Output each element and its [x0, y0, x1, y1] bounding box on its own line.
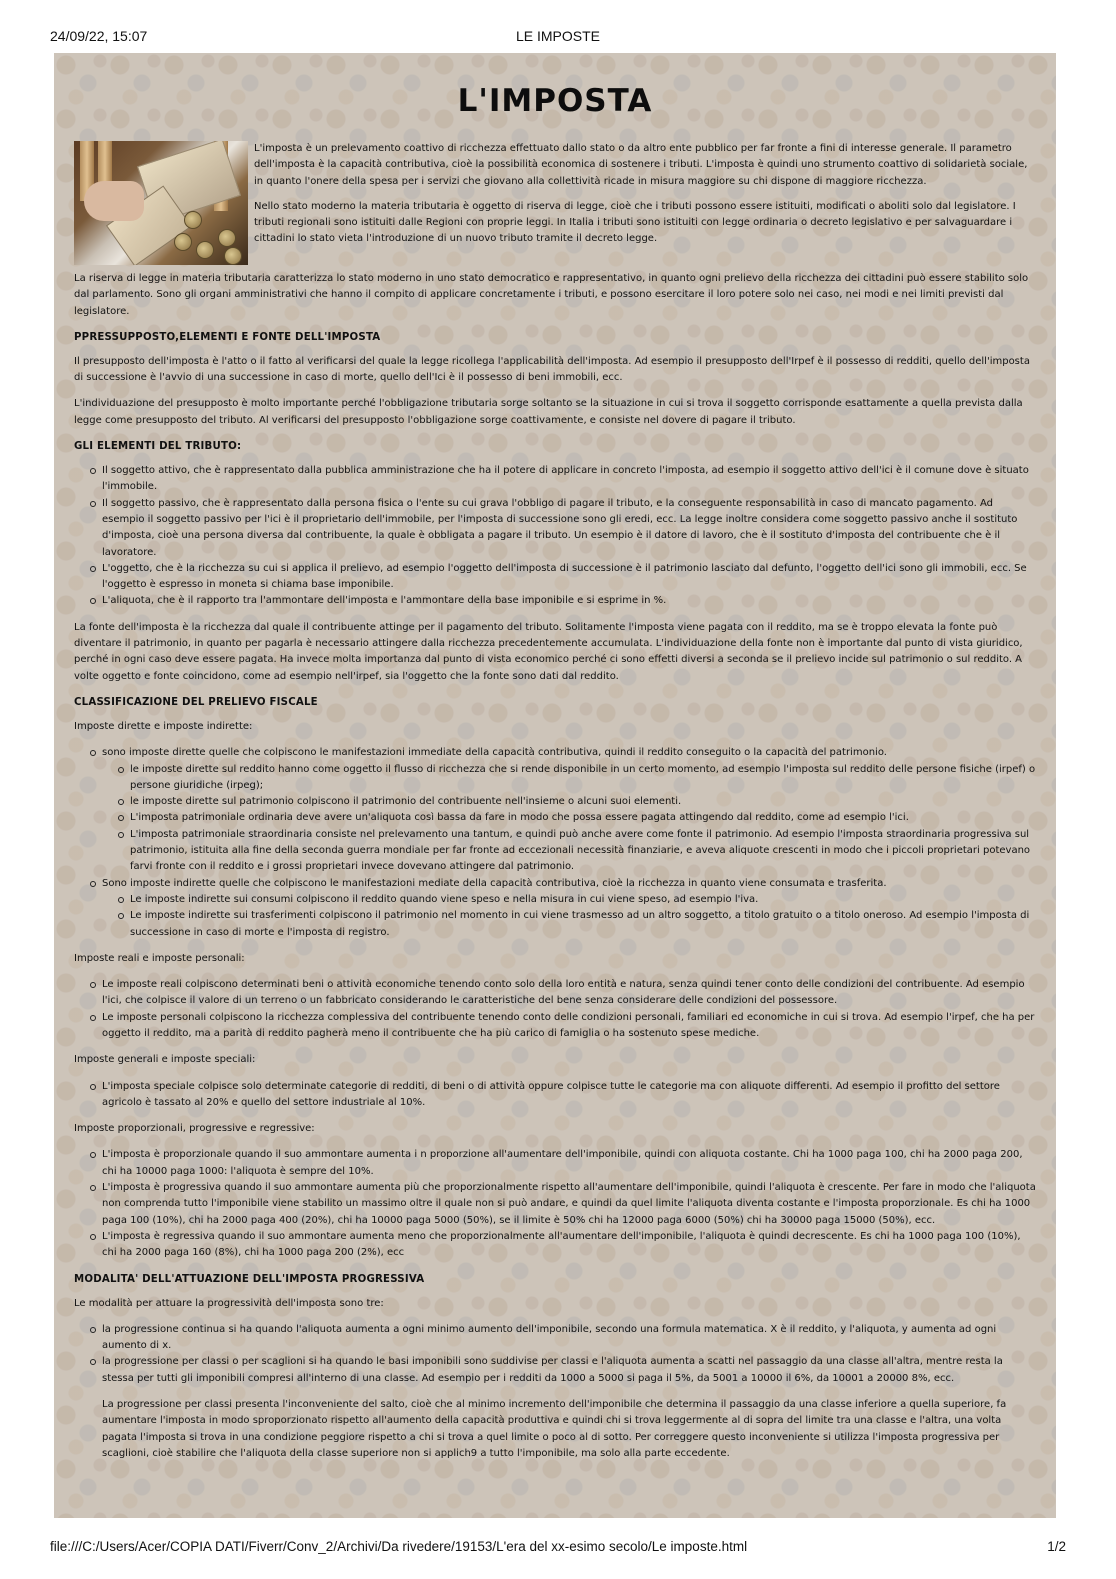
proporzionali-list	[84, 1147, 1036, 1261]
modalita-list	[84, 1322, 1036, 1387]
list-item: le imposte dirette sul patrimonio colpiscono il patrimonio del contribuente nell'insieme o alcuni suoi elementi.	[112, 794, 1036, 810]
list-item: L'imposta patrimoniale straordinaria consiste nel prelevamento una tantum, e quindi può anche avere come fonte il patrimonio. Ad esempio l'imposta straordinaria progressiva sul patrimonio, istituita alla fine della seconda guerra mondiale per far fronte ad eccezionali necessità finanziarie, e aveva aliquote crescenti in modo che i piccoli proprietari potevano farvi fronte con il reddito e i grossi proprietari invece dovevano attingere dal patrimonio.	[112, 827, 1036, 876]
elementi-list	[84, 463, 1036, 610]
heading-presupposto: PPRESSUPPOSTO,ELEMENTI E FONTE DELL'IMPOSTA	[74, 331, 381, 343]
paragraph-presupposto-2: L'individuazione del presupposto è molto importante perché l'obbligazione tributaria sorge soltanto se la situazione in cui si trova il soggetto corrisponde esattamente a quella prevista dalla legge come presupposto del tributo. Al verificarsi del presupposto l'obbligazione sorge coattivamente, e consiste nel dovere di pagare il tributo.	[74, 398, 1023, 426]
list-item: la progressione per classi o per scaglioni si ha quando le basi imponibili sono suddivise per classi e l'aliquota aumenta a scatti nel passaggio da una classe all'altra, mentre resta la stessa per tutti gli imponibili compresi all'interno di una classe. Ad esempio per i redditi da 1000 a 5000 si paga il 5%, da 5001 a 10000 il 6%, da 10001 a 20000 8%, ecc.	[84, 1354, 1036, 1387]
paragraph-classi: La progressione per classi presenta l'inconveniente del salto, cioè che al minimo incremento dell'imponibile che determina il passaggio da una classe inferiore a quella superiore, fa aumentare l'imposta in modo sproporzionato rispetto all'aumento della capacità produttiva e quindi chi si trova leggermente al di sopra del limite tra una classe e l'altra, una volta pagata l'imposta si trova in una condizione peggiore rispetto a chi si trova a quel limite o poco al di sotto. Per correggere questo inconveniente si utilizza l'imposta progressiva per scaglioni, cioè stabilire che l'aliquota della classe superiore non si applich9 a tutto l'imponibile, ma solo alla parte eccedente.	[102, 1399, 1007, 1459]
list-item: L'imposta è regressiva quando il suo ammontare aumenta meno che proporzionalmente all'aumentare dell'imponibile, l'aliquota è quindi decrescente. Es chi ha 1000 paga 100 (10%), chi ha 2000 paga 160 (8%), chi ha 1000 paga 200 (2%), ecc	[84, 1229, 1036, 1262]
paragraph-riserva: La riserva di legge in materia tributaria caratterizza lo stato moderno in uno stato democratico e rappresentativo, in quanto ogni prelievo della ricchezza dei cittadini può essere stabilito solo dal parlamento. Sono gli organi amministrativi che hanno il compito di applicare concretamente i tributi, e possono esercitare il loro potere solo nei caso, nei modi e nei limiti previsti dal legislatore.	[74, 273, 1029, 317]
subheading-reali: Imposte reali e imposte personali:	[74, 952, 245, 964]
subheading-generali: Imposte generali e imposte speciali:	[74, 1054, 256, 1066]
page-title: L'IMPOSTA	[457, 83, 653, 119]
file-path: file:///C:/Users/Acer/COPIA DATI/Fiverr/Conv_2/Archivi/Da rivedere/19153/L'era del xx-esimo secolo/Le imposte.html	[50, 1539, 748, 1554]
print-title: LE IMPOSTE	[515, 28, 601, 44]
document-page	[54, 53, 1056, 1518]
print-footer	[50, 1539, 1066, 1557]
generali-list	[84, 1079, 1036, 1112]
list-item: Le imposte reali colpiscono determinati beni o attività economiche tenendo conto solo della loro entità e natura, senza quindi tener conto delle condizioni del contribuente. Ad esempio l'ici, che colpisce il valore di un terreno o un fabbricato considerando le caratteristiche del bene senza considerare delle condizioni del possessore.	[84, 977, 1036, 1010]
reali-list	[84, 977, 1036, 1042]
intro-paragraph-1: L'imposta è un prelevamento coattivo di ricchezza effettuato dallo stato o da altro ente pubblico per far fronte a fini di interesse generale. Il parametro dell'imposta è la capacità contributiva, cioè la possibilità economica di sostenere i tributi. L'imposta è quindi uno strumento coattivo di solidarietà sociale, in quanto l'onere della spesa per i servizi che giovano alla collettività ricade in misura maggiore su chi dispone di maggiore ricchezza.	[254, 143, 1028, 187]
heading-modalita: MODALITA' DELL'ATTUAZIONE DELL'IMPOSTA PROGRESSIVA	[74, 1273, 425, 1285]
list-item: L'imposta è progressiva quando il suo ammontare aumenta più che proporzionalmente rispetto all'aumentare dell'imponibile, quindi l'aliquota è crescente. Per fare in modo che l'aliquota non comprenda tutto l'imponibile viene stabilito un massimo oltre il quale non si può andare, e quindi da quel limite l'aliquota diventa costante e l'imposta proporzionale. Es chi ha 1000 paga 100 (10%), chi ha 2000 paga 400 (20%), chi ha 10000 paga 5000 (50%), se il limite è 50% chi ha 12000 paga 6000 (50%) chi ha 30000 paga 15000 (50%), ecc.	[84, 1180, 1036, 1229]
list-item: Le imposte indirette sui trasferimenti colpiscono il patrimonio nel momento in cui viene trasmesso ad un altro soggetto, a titolo gratuito o a titolo oneroso. Ad esempio l'imposta di successione in caso di morte e l'imposta di registro.	[112, 908, 1036, 941]
print-header	[50, 28, 1066, 48]
list-item: L'imposta patrimoniale ordinaria deve avere un'aliquota così bassa da fare in modo che possa essere pagata attingendo dal reddito, come ad esempio l'ici.	[112, 810, 1036, 826]
list-item	[84, 876, 1036, 941]
print-date: 24/09/22, 15:07	[50, 28, 148, 44]
list-item: L'aliquota, che è il rapporto tra l'ammontare dell'imposta e l'ammontare della base imponibile e si esprime in %.	[84, 593, 1036, 609]
list-item: le imposte dirette sul reddito hanno come oggetto il flusso di ricchezza che si rende disponibile in un certo momento, ad esempio l'imposta sul reddito delle persone fisiche (irpef) o persone giuridiche (irpeg);	[112, 762, 1036, 795]
list-item-text: Sono imposte indirette quelle che colpiscono le manifestazioni mediate della capacità contributiva, cioè la ricchezza in quanto viene consumata e trasferita.	[102, 877, 887, 889]
heading-classificazione: CLASSIFICAZIONE DEL PRELIEVO FISCALE	[74, 696, 318, 708]
dirette-list	[84, 745, 1036, 941]
page-number: 1/2	[1047, 1539, 1066, 1554]
list-item: Il soggetto attivo, che è rappresentato dalla pubblica amministrazione che ha il potere di applicare in concreto l'imposta, ad esempio il soggetto attivo dell'ici è il comune dove è situato l'immobile.	[84, 463, 1036, 496]
list-item: L'oggetto, che è la ricchezza su cui si applica il prelievo, ad esempio l'oggetto dell'imposta di successione è il patrimonio lasciato dal defunto, l'oggetto dell'ici sono gli immobili, ecc. Se l'oggetto è espresso in moneta si chiama base imponibile.	[84, 561, 1036, 594]
list-item: Le imposte indirette sui consumi colpiscono il reddito quando viene speso e nella misura in cui viene speso, ad esempio l'iva.	[112, 892, 1036, 908]
list-item: L'imposta speciale colpisce solo determinate categorie di redditi, di beni o di attività oppure colpisce tutte le categorie ma con aliquote differenti. Ad esempio il profitto del settore agricolo è tassato al 20% e quello del settore industriale al 10%.	[84, 1079, 1036, 1112]
list-item: Il soggetto passivo, che è rappresentato dalla persona fisica o l'ente su cui grava l'obbligo di pagare il tributo, e la conseguente responsabilità in caso di mancato pagamento. Ad esempio il soggetto passivo per l'ici è il proprietario dell'immobile, per l'imposta di successione sono gli eredi, ecc. La legge inoltre considera come soggetto passivo anche il sostituto d'imposta, cioè una persona diversa dal contribuente, la quale è obbligata a pagare il tributo. Un esempio è il datore di lavoro, che è il sostituto d'imposta del contribuente che è il lavoratore.	[84, 496, 1036, 561]
list-item: la progressione continua si ha quando l'aliquota aumenta a ogni minimo aumento dell'imponibile, secondo una formula matematica. X è il reddito, y l'aliquota, y aumenta ad ogni aumento di x.	[84, 1322, 1036, 1355]
money-photo	[74, 141, 248, 265]
subheading-proporzionali: Imposte proporzionali, progressive e regressive:	[74, 1123, 315, 1135]
list-item: L'imposta è proporzionale quando il suo ammontare aumenta i n proporzione all'aumentare dell'imponibile, quindi con aliquota costante. Chi ha 1000 paga 100, chi ha 2000 paga 200, chi ha 10000 paga 1000: l'aliquota è sempre del 10%.	[84, 1147, 1036, 1180]
intro-section	[74, 141, 1036, 267]
subheading-dirette: Imposte dirette e imposte indirette:	[74, 720, 253, 732]
heading-elementi: GLI ELEMENTI DEL TRIBUTO:	[74, 441, 242, 453]
paragraph-modalita: Le modalità per attuare la progressività dell'imposta sono tre:	[74, 1297, 384, 1309]
paragraph-presupposto-1: Il presupposto dell'imposta è l'atto o il fatto al verificarsi del quale la legge ricollega l'applicabilità dell'imposta. Ad esempio il presupposto dell'Irpef è il possesso di redditi, quello dell'imposta di successione è l'avvio di una successione in caso di morte, quello dell'Ici è il possesso di beni immobili, ecc.	[74, 355, 1030, 384]
paragraph-fonte: La fonte dell'imposta è la ricchezza dal quale il contribuente attinge per il pagamento del tributo. Solitamente l'imposta viene pagata con il reddito, ma se è troppo elevata la fonte può diventare il patrimonio, in quanto per pagarla è necessario attingere dalla ricchezza precedentemente accumulata. L'individuazione della fonte non è importante dal punto di vista giuridico, perché in ogni caso deve essere pagata. Ha invece molta importanza dal punto di vista economico perché ci sono effetti diversi a seconda se il prelievo incide sul patrimonio o sul reddito. A volte oggetto e fonte coincidono, come ad esempio nell'irpef, sia l'oggetto che la fonte sono dati dal reddito.	[74, 621, 1023, 682]
intro-paragraph-2: Nello stato moderno la materia tributaria è oggetto di riserva di legge, cioè che i tributi possono essere istituiti, modificati o aboliti solo dal legislatore. I tributi regionali sono istituiti dalle Regioni con proprie leggi. In Italia i tributi sono istituiti con legge ordinaria o decreto legislativo e per salvaguardare i cittadini lo stato vieta l'introduzione di un nuovo tributo tramite il decreto legge.	[254, 200, 1016, 245]
indirette-sublist	[112, 892, 1036, 941]
dirette-sublist	[112, 762, 1036, 876]
list-item-text: sono imposte dirette quelle che colpiscono le manifestazioni immediate della capacità contributiva, quindi il reddito conseguito o la capacità del patrimonio.	[102, 747, 887, 759]
list-item	[84, 745, 1036, 875]
list-item: Le imposte personali colpiscono la ricchezza complessiva del contribuente tenendo conto delle condizioni personali, familiari ed economiche in cui si trova. Ad esempio l'irpef, che ha per oggetto il reddito, ma a parità di reddito pagherà meno il contribuente che ha più carico di famiglia o ha sostenuto spese mediche.	[84, 1010, 1036, 1043]
